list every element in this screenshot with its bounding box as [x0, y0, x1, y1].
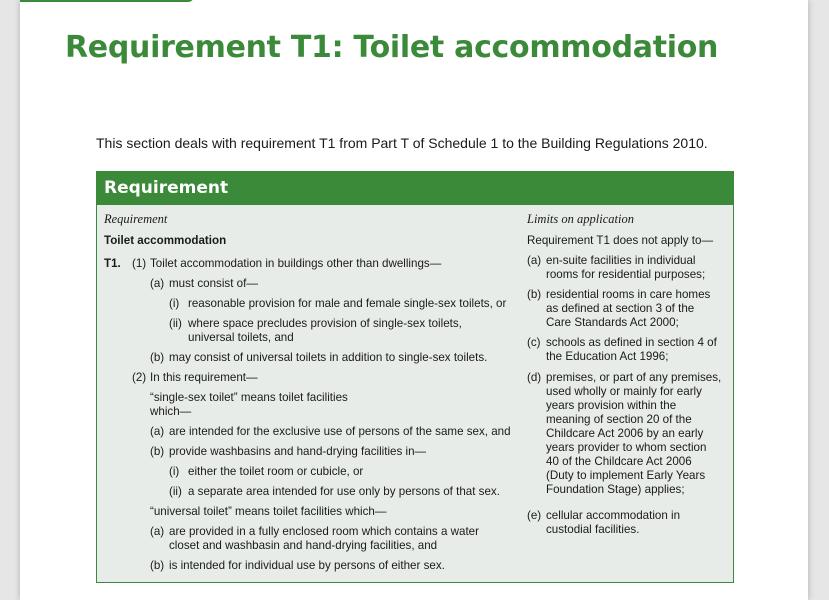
list-text: custodial facilities.	[546, 523, 640, 536]
right-column-title: Limits on application	[527, 212, 634, 226]
definition-text: which—	[150, 405, 192, 418]
list-text: either the toilet room or cubicle, or	[188, 465, 364, 478]
list-text: premises, or part of any premises,	[546, 371, 722, 384]
list-text: Childcare Act 2006 by an early	[546, 427, 704, 440]
list-marker: (b)	[150, 559, 165, 572]
list-text: must consist of—	[169, 277, 258, 290]
list-marker: (a)	[150, 525, 165, 538]
list-text: are provided in a fully enclosed room which contains a water	[169, 525, 479, 538]
list-text: schools as defined in section 4 of	[546, 336, 717, 349]
list-marker: (b)	[527, 288, 542, 301]
clause-number: (2)	[132, 371, 147, 384]
section-tab-marker	[20, 0, 194, 2]
list-text: as defined at section 3 of the	[546, 302, 695, 315]
left-column-title: Requirement	[104, 212, 168, 226]
requirement-box	[96, 171, 734, 583]
limits-intro: Requirement T1 does not apply to—	[527, 234, 714, 247]
list-text: a separate area intended for use only by persons of that sex.	[188, 485, 500, 498]
list-text: Care Standards Act 2000;	[546, 316, 679, 329]
intro-paragraph: This section deals with requirement T1 from Part T of Schedule 1 to the Building Regulations 2010.	[96, 135, 708, 151]
list-marker: (ii)	[169, 317, 182, 330]
requirement-id: T1.	[104, 257, 121, 270]
list-marker: (a)	[150, 425, 165, 438]
requirement-subtitle: Toilet accommodation	[104, 234, 227, 247]
list-marker: (b)	[150, 351, 165, 364]
requirement-box-heading: Requirement	[97, 172, 733, 205]
list-text: Foundation Stage) applies;	[546, 483, 685, 496]
list-text: meaning of section 20 of the	[546, 413, 692, 426]
list-marker: (ii)	[169, 485, 182, 498]
list-text: (Duty to implement Early Years	[546, 469, 706, 482]
list-text: years provider to whom section	[546, 441, 707, 454]
definition-text: “universal toilet” means toilet facilities which—	[150, 505, 387, 518]
clause-text: Toilet accommodation in buildings other than dwellings—	[150, 257, 442, 270]
list-text: universal toilets, and	[188, 331, 294, 344]
list-text: are intended for the exclusive use of persons of the same sex, and	[169, 425, 511, 438]
list-marker: (a)	[527, 254, 542, 267]
list-marker: (e)	[527, 509, 542, 522]
page-title: Requirement T1: Toilet accommodation	[65, 30, 719, 65]
clause-text: In this requirement—	[150, 371, 258, 384]
list-text: where space precludes provision of single-sex toilets,	[188, 317, 462, 330]
list-marker: (b)	[150, 445, 165, 458]
list-text: provide washbasins and hand-drying facilities in—	[169, 445, 427, 458]
list-text: rooms for residential purposes;	[546, 268, 706, 281]
list-text: may consist of universal toilets in addition to single-sex toilets.	[169, 351, 488, 364]
list-text: reasonable provision for male and female single-sex toilets, or	[188, 297, 507, 310]
list-text: years provision within the	[546, 399, 677, 412]
list-text: the Education Act 1996;	[546, 350, 669, 363]
list-text: closet and washbasin and hand-drying facilities, and	[169, 539, 438, 552]
list-marker: (c)	[527, 336, 541, 349]
list-text: en-suite facilities in individual	[546, 254, 696, 267]
list-text: is intended for individual use by persons of either sex.	[169, 559, 445, 572]
list-marker: (i)	[169, 297, 180, 310]
definition-text: “single-sex toilet” means toilet facilities	[150, 391, 348, 404]
list-marker: (i)	[169, 465, 180, 478]
list-marker: (a)	[150, 277, 165, 290]
list-text: 40 of the Childcare Act 2006	[546, 455, 692, 468]
list-text: cellular accommodation in	[546, 509, 681, 522]
list-marker: (d)	[527, 371, 542, 384]
list-text: used wholly or mainly for early	[546, 385, 702, 398]
clause-number: (1)	[132, 257, 147, 270]
document-page	[20, 0, 808, 600]
list-text: residential rooms in care homes	[546, 288, 711, 301]
